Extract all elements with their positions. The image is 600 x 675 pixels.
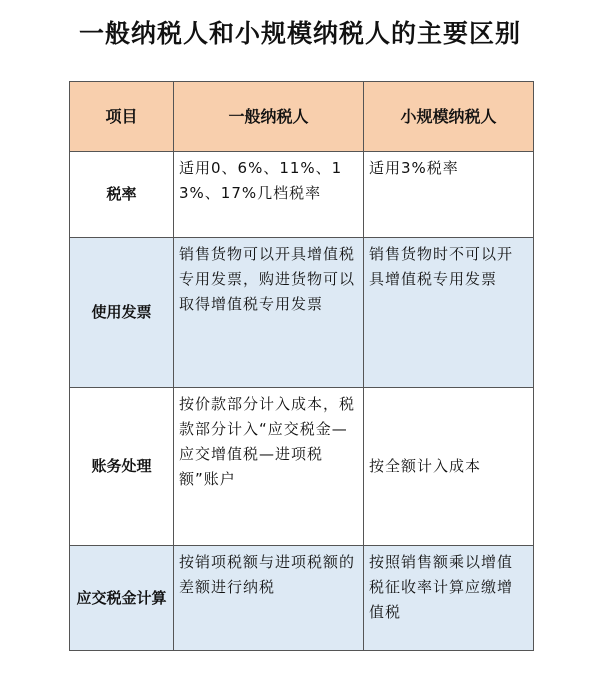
cell-general-invoice [174, 237, 364, 387]
row-label-tax-calculation: 应交税金计算 [70, 545, 174, 650]
cell-text: 适用3%税率 [369, 158, 459, 177]
cell-general-tax-calculation [174, 545, 364, 650]
cell-small-tax-calculation [364, 545, 534, 650]
row-label-accounting: 账务处理 [70, 387, 174, 545]
cell-small-invoice [364, 237, 534, 387]
cell-text: 按销项税额与进项税额的差额进行纳税 [179, 552, 356, 596]
header-item: 项目 [70, 82, 174, 152]
table-row [70, 151, 534, 237]
table-row [70, 387, 534, 545]
table-header-row [70, 82, 534, 152]
cell-text: 销售货物可以开具增值税专用发票，购进货物可以取得增值税专用发票 [179, 244, 356, 313]
cell-general-tax-rate [174, 151, 364, 237]
comparison-table [69, 81, 534, 651]
cell-small-accounting [364, 387, 534, 545]
table-row [70, 545, 534, 650]
row-label-invoice: 使用发票 [70, 237, 174, 387]
row-label-tax-rate: 税率 [70, 151, 174, 237]
cell-text: 按照销售额乘以增值税征收率计算应缴增值税 [369, 552, 514, 621]
page-title: 一般纳税人和小规模纳税人的主要区别 [78, 19, 521, 48]
header-small-taxpayer: 小规模纳税人 [364, 82, 534, 152]
cell-text: 销售货物时不可以开具增值税专用发票 [369, 244, 514, 288]
cell-text: 按价款部分计入成本，税款部分计入“应交税金—应交增值税—进项税额”账户 [179, 394, 356, 488]
header-general-taxpayer: 一般纳税人 [174, 82, 364, 152]
cell-text: 按全额计入成本 [369, 456, 482, 475]
table-row [70, 237, 534, 387]
cell-text: 适用0、6%、11%、13%、17%几档税率 [179, 158, 343, 202]
cell-general-accounting [174, 387, 364, 545]
cell-small-tax-rate [364, 151, 534, 237]
